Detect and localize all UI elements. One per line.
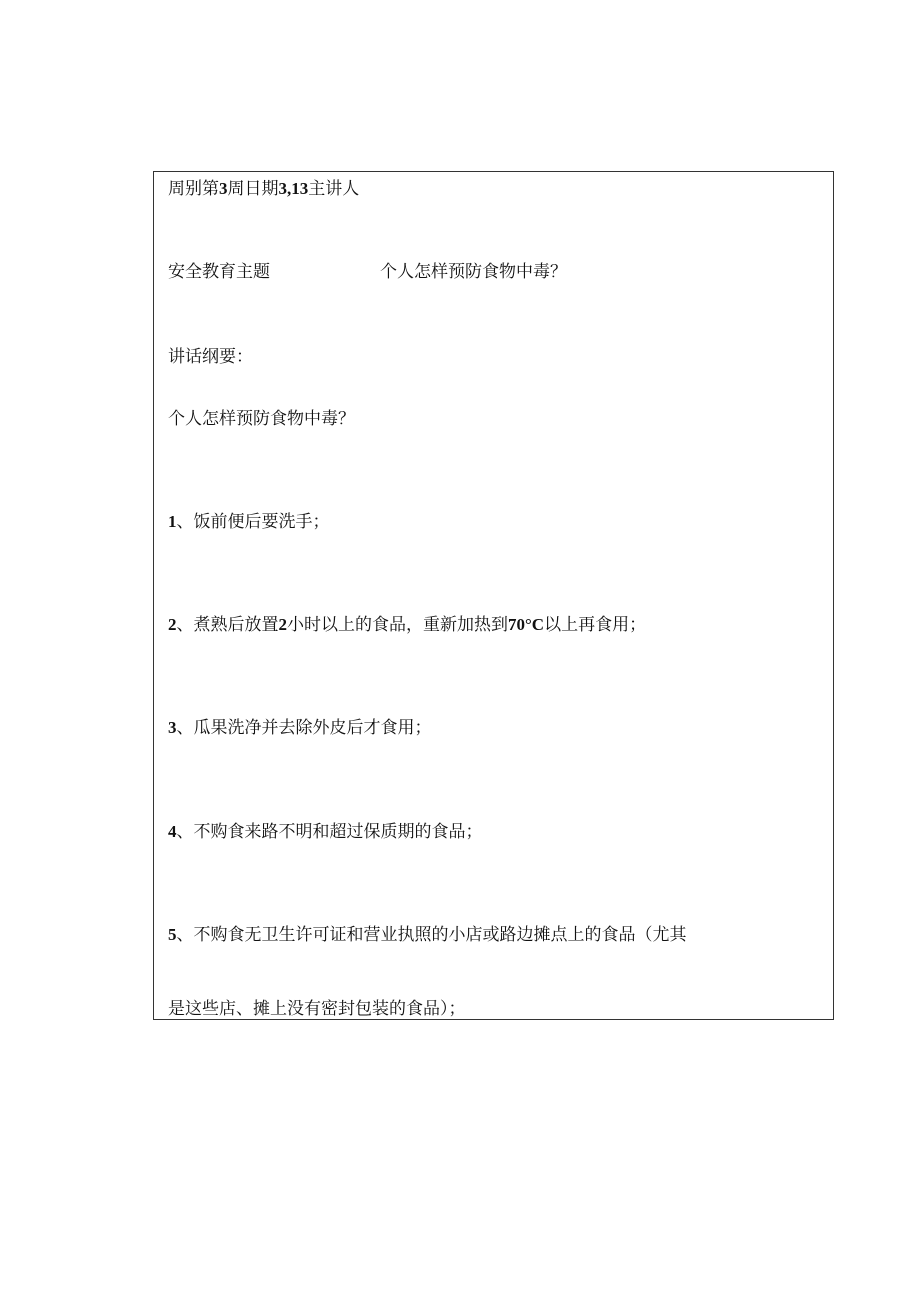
item-number: 5: [168, 925, 177, 944]
list-item: [168, 614, 646, 636]
item-temperature: 70°C: [508, 615, 545, 634]
week-label: 周别第: [168, 179, 219, 199]
speaker-label: 主讲人: [308, 179, 360, 199]
list-item: [168, 717, 432, 739]
list-item: [168, 924, 687, 946]
item-hours: 2: [278, 615, 287, 634]
outline-label: 讲话纲要：: [168, 347, 253, 367]
item-text: 小时以上的食品，重新加热到: [287, 615, 508, 635]
date-value: 3,13: [278, 179, 309, 198]
theme-label: 安全教育主题: [168, 262, 270, 282]
week-number: 3: [219, 179, 228, 198]
item-number: 3: [168, 718, 177, 737]
list-item-continuation: 是这些店、摊上没有密封包装的食品）；: [168, 999, 466, 1019]
lesson-record-box: [153, 171, 834, 1020]
list-item: [168, 821, 483, 843]
outline-title: 个人怎样预防食物中毒？: [168, 409, 355, 429]
header-line: [168, 178, 359, 200]
list-item: [168, 511, 330, 533]
item-number: 4: [168, 822, 177, 841]
item-text: 、饭前便后要洗手；: [176, 512, 330, 532]
week-unit: 周日期: [227, 179, 279, 199]
item-text: 以上再食用；: [544, 615, 647, 635]
item-text: 、煮熟后放置: [176, 615, 279, 635]
theme-line: [168, 261, 567, 283]
item-text: 、瓜果洗净并去除外皮后才食用；: [176, 718, 432, 738]
item-text: 、不购食来路不明和超过保质期的食品；: [176, 822, 483, 842]
item-number: 2: [168, 615, 177, 634]
item-number: 1: [168, 512, 177, 531]
theme-value: 个人怎样预防食物中毒？: [380, 262, 567, 282]
item-text: 、不购食无卫生许可证和营业执照的小店或路边摊点上的食品（尤其: [176, 925, 687, 945]
